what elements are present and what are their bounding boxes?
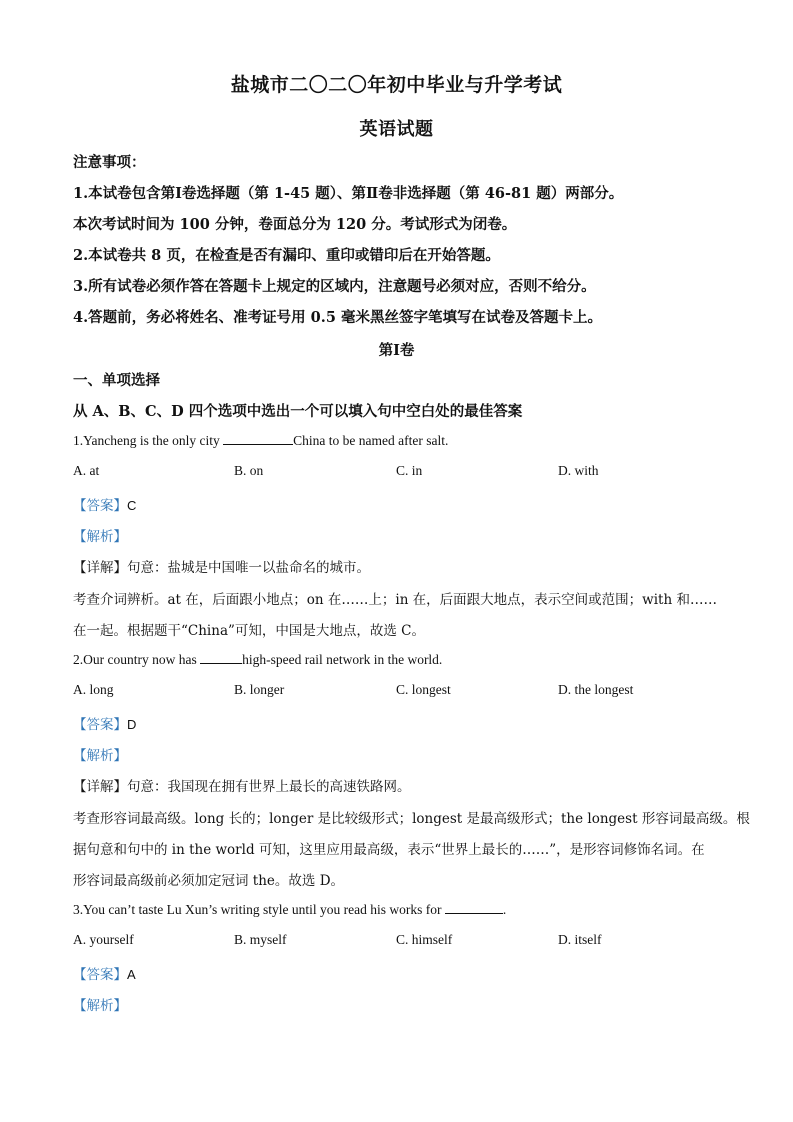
detail-label: 【详解】 <box>73 560 127 576</box>
analysis-label: 【解析】 <box>73 529 127 545</box>
volume-heading: 第Ⅰ卷 <box>378 342 415 359</box>
detail-line: 【详解】句意：我国现在拥有世界上最长的高速铁路网。 <box>73 779 411 795</box>
explanation-line: 在一起。根据题干“China”可知，中国是大地点，故选 C。 <box>73 623 426 639</box>
option-a: A. long <box>73 682 114 697</box>
answer-blank <box>223 432 293 445</box>
option-b: B. longer <box>234 682 285 697</box>
option-c: C. in <box>396 463 423 478</box>
option-a: A. at <box>73 463 100 478</box>
option-c: C. longest <box>396 682 451 697</box>
section-instruction: 从 A、B、C、D 四个选项中选出一个可以填入句中空白处的最佳答案 <box>73 403 523 420</box>
exam-title: 盐城市二〇二〇年初中毕业与升学考试 <box>230 74 563 96</box>
answer-value: A <box>127 967 136 982</box>
option-c: C. himself <box>396 932 453 947</box>
answer-blank <box>200 651 242 664</box>
section-title: 一、单项选择 <box>73 372 160 389</box>
option-d: D. with <box>558 463 599 478</box>
explanation-line: 考查介词辨析。at 在，后面跟小地点；on 在……上；in 在，后面跟大地点，表示空间或范围；with 和…… <box>73 592 717 608</box>
explanation-line: 考查形容词最高级。long 长的；longer 是比较级形式；longest 是最高级形式；the longest 形容词最高级。根 <box>73 811 750 827</box>
option-b: B. myself <box>234 932 287 947</box>
notes-item: 4.答题前，务必将姓名、准考证号用 0.5 毫米黑丝签字笔填写在试卷及答题卡上。 <box>73 309 602 326</box>
answer-label: 【答案】 <box>73 967 127 983</box>
answer-value: D <box>127 717 137 732</box>
option-a: A. yourself <box>73 932 134 947</box>
question-stem: 2.Our country now has high-speed rail network in the world. <box>73 652 443 667</box>
analysis-line <box>73 994 127 1014</box>
answer-label: 【答案】 <box>73 717 127 733</box>
detail-line: 【详解】句意：盐城是中国唯一以盐命名的城市。 <box>73 560 370 576</box>
notes-item: 本次考试时间为 100 分钟，卷面总分为 120 分。考试形式为闭卷。 <box>73 216 517 233</box>
analysis-label: 【解析】 <box>73 748 127 764</box>
analysis-line <box>73 525 127 545</box>
notes-heading: 注意事项： <box>73 154 146 171</box>
answer-label: 【答案】 <box>73 498 127 514</box>
option-b: B. on <box>234 463 264 478</box>
question-stem: 3.You can’t taste Lu Xun’s writing style until you read his works for . <box>73 902 507 917</box>
option-d: D. the longest <box>558 682 634 697</box>
exam-subtitle: 英语试题 <box>359 119 434 140</box>
analysis-label: 【解析】 <box>73 998 127 1014</box>
answer-line <box>73 713 136 733</box>
answer-blank <box>445 901 503 914</box>
question-stem: 1.Yancheng is the only city China to be named after salt. <box>73 433 449 448</box>
answer-value: C <box>127 498 137 513</box>
analysis-line <box>73 744 127 764</box>
detail-label: 【详解】 <box>73 779 127 795</box>
notes-item: 3.所有试卷必须作答在答题卡上规定的区域内，注意题号必须对应，否则不给分。 <box>73 278 596 295</box>
answer-line <box>73 963 136 983</box>
notes-item: 1.本试卷包含第Ⅰ卷选择题（第 1-45 题）、第Ⅱ卷非选择题（第 46-81 题）两部分。 <box>73 185 624 202</box>
notes-item: 2.本试卷共 8 页，在检查是否有漏印、重印或错印后在开始答题。 <box>73 247 500 264</box>
explanation-line: 形容词最高级前必须加定冠词 the。故选 D。 <box>73 873 345 889</box>
explanation-line: 据句意和句中的 in the world 可知，这里应用最高级，表示“世界上最长的……”，是形容词修饰名词。在 <box>73 842 705 858</box>
answer-line <box>73 494 136 514</box>
option-d: D. itself <box>558 932 602 947</box>
